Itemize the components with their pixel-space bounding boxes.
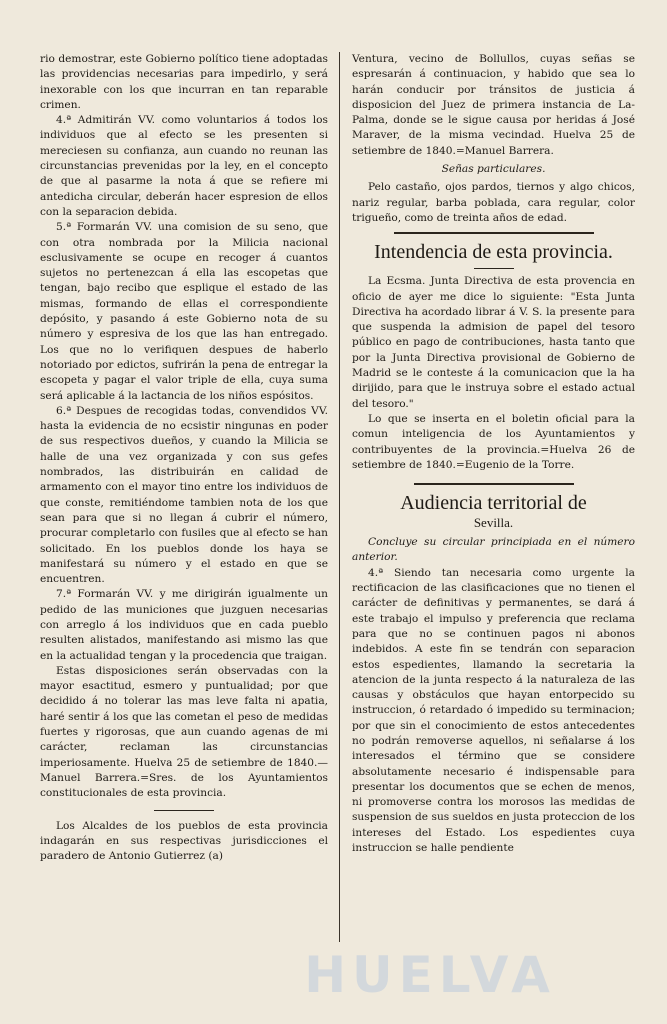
paragraph: Lo que se inserta en el boletin oficial para la comun inteligencia de los Ayuntamientos y contribuyentes de la provincia.=Huelva 26 de setiembre de 1840.=Eugenio de la Torre. bbox=[352, 412, 635, 471]
paragraph: rio demostrar, este Gobierno político tiene adoptadas las providencias necesarias para impedirlo, y será inexorable con los que incurran en tan reparable crimen. bbox=[40, 53, 328, 111]
paragraph: Pelo castaño, ojos pardos, tiernos y algo chicos, nariz regular, barba poblada, cara regular, color trigueño, como de treinta años de edad. bbox=[352, 181, 635, 224]
section-title: Audiencia territorial de bbox=[400, 492, 587, 515]
paragraph: 5.ª Formarán VV. una comision de su seno, que con otra nombrada por la Milicia nacional esclusivamente se ocupe en recoger á cuantos sujetos no pertenezcan á ella las escopetas que tengan, bajo recibo que esplique el estado de las mismas, formando de ellas el correspondiente depósito, y pasando á este Gobierno nota de su número y espresiva de los que las han entregado. Los que no lo verifiquen despues de haberlo notoriado por edictos, sufrirán la pena de entregar la escopeta y pagar el valor triple de ella, cuya suma será aplicable á la lactancia de los niños espósitos. bbox=[40, 221, 328, 402]
left-column bbox=[40, 52, 328, 864]
paragraph: Los Alcaldes de los pueblos de esta provincia indagarán en sus respectivas jurisdicciones el paradero de Antonio Gutierrez (a) bbox=[40, 819, 328, 863]
section-title: Intendencia de esta provincia. bbox=[374, 241, 613, 264]
paragraph: Ventura, vecino de Bollullos, cuyas señas se espresarán á continuacion, y habido que sea lo harán conducir por tránsitos de justicia á disposicion del Juez de primera instancia de La-Palma, donde se le sigue causa por heridas á José Maraver, de la misma vecindad. Huelva 25 de setiembre de 1840.=Manuel Barrera. bbox=[352, 53, 635, 157]
subheading: Concluye su circular principiada en el número anterior. bbox=[352, 536, 635, 564]
paragraph: La Ecsma. Junta Directiva de esta provencia en oficio de ayer me dice lo siguiente: "Esta Junta Directiva ha acordado librar á V. S. la presente para que suspenda la admision de papel del tesoro público en pago de contribuciones, hasta tanto que por la Junta Directiva provisional de Gobierno de Madrid se le conteste á la comunicacion que la ha dirijido, para que le instruya sobre el estado actual del tesoro." bbox=[352, 275, 635, 410]
paragraph: 6.ª Despues de recogidas todas, convendidos VV. hasta la evidencia de no ecsistir ningunas en poder de sus respectivos dueños, y cuando la Milicia se halle de una vez organizada y con sus gefes nombrados, las distribuirán en calidad de armamento con el mayor tino entre los individuos de que conste, remitiéndome tambien nota de los que sean para que si no llegan á cubrir el número, procurar completarlo con fusiles que al efecto se han solicitado. En los pueblos donde los haya se manifestará su número y el estado en que se encuentren. bbox=[40, 404, 328, 586]
paragraph: 4.ª Siendo tan necesaria como urgente la rectificacion de las clasificaciones que no tienen el carácter de definitivas y permanentes, se dará á este trabajo el impulso y preferencia que reclama para que no se continuen pagos ni abonos indebidos. A este fin se tendrán con separacion estos espedientes, llamando la secretaria la atencion de la junta respecto á la naturaleza de las causas y obstáculos que hayan entorpecido su instruccion, ó retardado ó impedido su terminacion; por que sin el conocimiento de estos antecedentes no podrán removerse aquellos, ni señalarse á los interesados el término que se considere absolutamente necesario é indispensable para presentar los documentos que se echen de menos, ni promoverse contra los morosos las medidas de suspension de sus sueldos en justa proteccion de los intereses del Estado. Los espedientes cuya instruccion se halle pendiente bbox=[352, 566, 635, 855]
section-divider bbox=[394, 232, 594, 234]
section-divider bbox=[154, 810, 214, 811]
subheading: Señas particulares. bbox=[441, 163, 546, 176]
section-subtitle: Sevilla. bbox=[473, 515, 514, 531]
section-divider bbox=[414, 483, 574, 485]
right-column bbox=[352, 52, 635, 856]
column-divider bbox=[339, 52, 340, 942]
title-underline bbox=[474, 268, 514, 269]
watermark: HUELVA bbox=[304, 946, 556, 1004]
paragraph: 4.ª Admitirán VV. como voluntarios á todos los individuos que al efecto se les presenten si mereciesen su confianza, aun cuando no reunan las circunstancias prevenidas por la ley, en el concepto de que al pasarme la nota á que se refiere mi antedicha circular, deberán hacer espresion de ellos con la separacion debida. bbox=[40, 114, 328, 218]
paragraph: 7.ª Formarán VV. y me dirigirán igualmente un pedido de las municiones que juzguen necesarias con arreglo á los individuos que en cada pueblo resulten alistados, manifestando asi mismo las que en la actualidad tengan y la procedencia que traigan. bbox=[40, 588, 328, 662]
paragraph: Estas disposiciones serán observadas con la mayor esactitud, esmero y puntualidad; por que decidido á no tolerar las mas leve falta ni apatia, haré sentir á los que las cometan el peso de medidas fuertes y rigorosas, que aun cuando agenas de mi carácter, reclaman las circunstancias imperiosamente. Huelva 25 de setiembre de 1840.—Manuel Barrera.=Sres. de los Ayuntamientos constitucionales de esta provincia. bbox=[40, 664, 328, 800]
